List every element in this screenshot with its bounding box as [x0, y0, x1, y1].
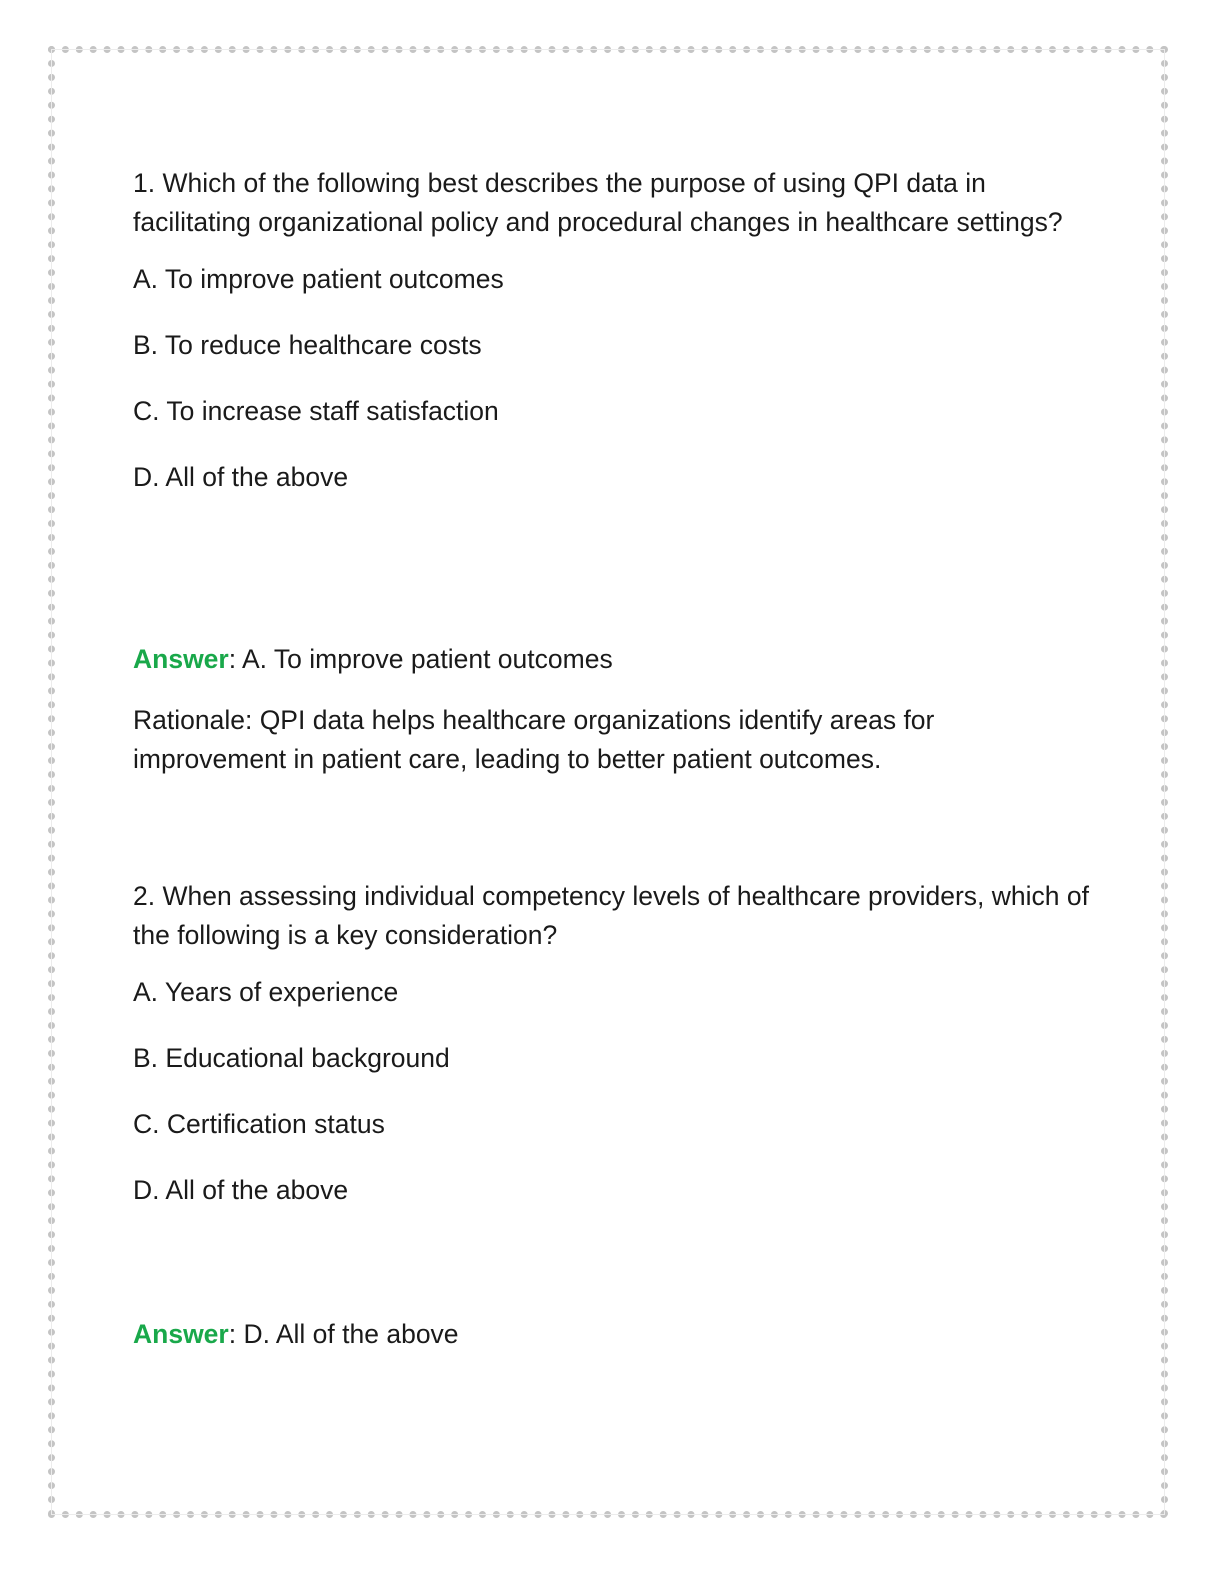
question-block-1	[133, 164, 1093, 524]
answer-line	[133, 640, 1093, 679]
option-a: A. To improve patient outcomes	[133, 264, 504, 294]
option-d: D. All of the above	[133, 462, 349, 492]
answer-block-2	[133, 1315, 1093, 1376]
question-text: 1. Which of the following best describes the purpose of using QPI data in facilitating organizational policy and procedural changes in healthcare settings?	[133, 168, 1063, 237]
answer-label: Answer	[133, 1319, 229, 1349]
answer-block-1	[133, 640, 1093, 779]
answer-line	[133, 1315, 1093, 1354]
answer-label: Answer	[133, 644, 229, 674]
option-b: B. To reduce healthcare costs	[133, 330, 482, 360]
option-c: C. Certification status	[133, 1109, 385, 1139]
answer-text: : A. To improve patient outcomes	[228, 644, 613, 674]
option-d: D. All of the above	[133, 1175, 349, 1205]
option-a: A. Years of experience	[133, 977, 399, 1007]
option-b: B. Educational background	[133, 1043, 450, 1073]
answer-text: : D. All of the above	[228, 1319, 459, 1349]
rationale-text: Rationale: QPI data helps healthcare organizations identify areas for improvement in patient care, leading to better patient outcomes.	[133, 705, 935, 774]
question-block-2	[133, 877, 1093, 1237]
question-text: 2. When assessing individual competency levels of healthcare providers, which of the following is a key consideration?	[133, 881, 1089, 950]
option-c: C. To increase staff satisfaction	[133, 396, 499, 426]
